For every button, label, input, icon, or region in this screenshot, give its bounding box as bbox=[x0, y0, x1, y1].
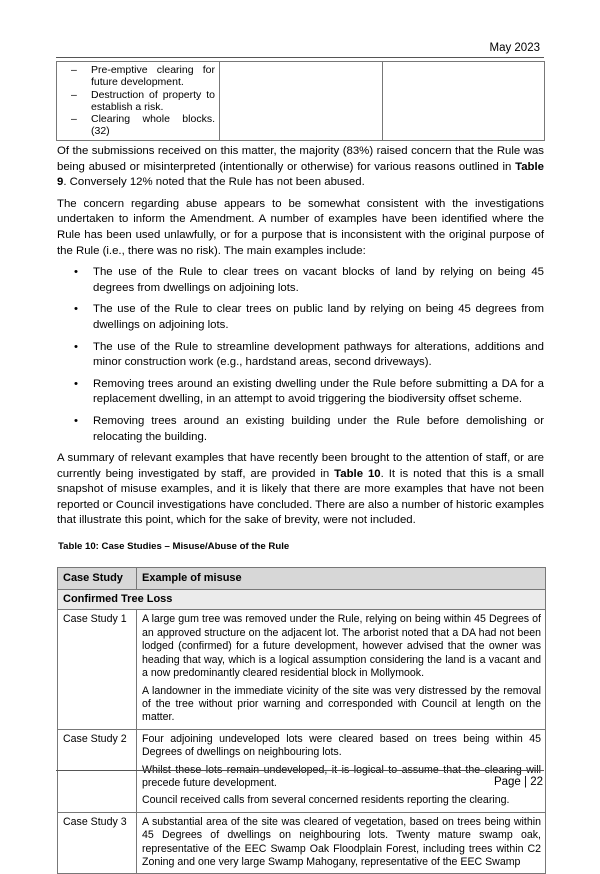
footer-rule bbox=[56, 770, 544, 771]
table-caption: Table 10: Case Studies – Misuse/Abuse of the Rule bbox=[58, 541, 290, 553]
body-text bbox=[57, 144, 544, 874]
continued-table-cell bbox=[220, 62, 383, 141]
dash-item: – Pre-emptive clearing for future development. bbox=[69, 64, 215, 89]
bullet-item: • The use of the Rule to streamline development pathways for alterations, additions and minor construction work (e.g., hardstand areas, second driveways). bbox=[57, 340, 544, 371]
dash-item: – Clearing whole blocks. (32) bbox=[69, 113, 215, 138]
table-row bbox=[58, 812, 546, 874]
case-label: Case Study 2 bbox=[58, 729, 137, 812]
bullet-item: • Removing trees around an existing dwelling under the Rule before submitting a DA for a replacement dwelling, in an attempt to avoid triggering the biodiversity offset scheme. bbox=[57, 377, 544, 408]
bullet-item: • The use of the Rule to clear trees on public land by relying on being 45 degrees from dwellings on adjoining lots. bbox=[57, 302, 544, 333]
continued-table-cell bbox=[57, 62, 220, 141]
header-rule bbox=[56, 57, 544, 58]
dash-item: – Destruction of property to establish a risk. bbox=[69, 89, 215, 114]
header-date: May 2023 bbox=[489, 42, 540, 54]
case-label: Case Study 3 bbox=[58, 812, 137, 874]
table-reference: Table 10 bbox=[334, 467, 381, 480]
paragraph: The concern regarding abuse appears to be somewhat consistent with the investigations undertaken to inform the Amendment. A number of examples have been identified where the Rule has been used unlawfully, or for a purpose that is inconsistent with the original purpose of the Rule (i.e., there was no risk). The main examples include: bbox=[57, 197, 544, 257]
case-description: A large gum tree was removed under the Rule, relying on being within 45 Degrees of an approved structure on the adjacent lot. The arborist noted that a DA had not been lodged (confirmed) for a future development, however advised that the owner was heading that way, which is a logical assumption considering the land is a vacant and a now predominantly cleared residential block in Mollymook. A landowner in the immediate vicinity of the site was very distressed by the removal of the tree without prior warning and corresponded with Council at length on the matter. bbox=[137, 610, 546, 729]
bullet-item: • Removing trees around an existing building under the Rule before demolishing or relocating the building. bbox=[57, 414, 544, 445]
bullet-item: • The use of the Rule to clear trees on vacant blocks of land by relying on being 45 degrees from dwellings on adjoining lots. bbox=[57, 265, 544, 296]
case-label: Case Study 1 bbox=[58, 610, 137, 729]
case-description: A substantial area of the site was cleared of vegetation, based on trees being within 45 Degrees of dwellings on neighbouring lots. Twenty mature swamp oak, representative of the EEC Swamp Oak Floodplain Forest, including trees within C2 Zoning and one very large Swamp Mahogany, representative of the EEC Swamp bbox=[137, 812, 546, 874]
paragraph: A summary of relevant examples that have recently been brought to the attention of staff, or are currently being investigated by staff, are provided in Table 10. It is noted that this is a small snapshot of misuse examples, and it is likely that there are more examples that have not been reported or Council investigations have concluded. There are also a number of historic examples that illustrate this point, which for the sake of brevity, were not included. bbox=[57, 452, 544, 527]
table-row bbox=[58, 610, 546, 729]
table-reference: Table 9 bbox=[57, 160, 544, 189]
dash-list bbox=[69, 64, 215, 138]
case-study-table bbox=[57, 567, 546, 874]
case-description: Four adjoining undeveloped lots were cleared based on trees being within 45 Degrees of dwellings on neighbouring lots. Whilst these lots remain undeveloped, it is logical to assume that the clearing will precede future development. Council received calls from several concerned residents reporting the clearing. bbox=[137, 729, 546, 812]
continued-table-cell bbox=[383, 62, 545, 141]
section-heading: Confirmed Tree Loss bbox=[58, 590, 546, 610]
column-header-case: Case Study bbox=[58, 567, 137, 589]
page-number: Page | 22 bbox=[493, 776, 543, 788]
bullet-list bbox=[57, 265, 544, 445]
continued-table bbox=[56, 61, 545, 141]
paragraph: Of the submissions received on this matter, the majority (83%) raised concern that the Rule was being abused or misinterpreted (intentionally or otherwise) for various reasons outlined in Table 9. Conversely 12% noted that the Rule has not been abused. bbox=[57, 145, 544, 189]
column-header-example: Example of misuse bbox=[137, 567, 546, 589]
